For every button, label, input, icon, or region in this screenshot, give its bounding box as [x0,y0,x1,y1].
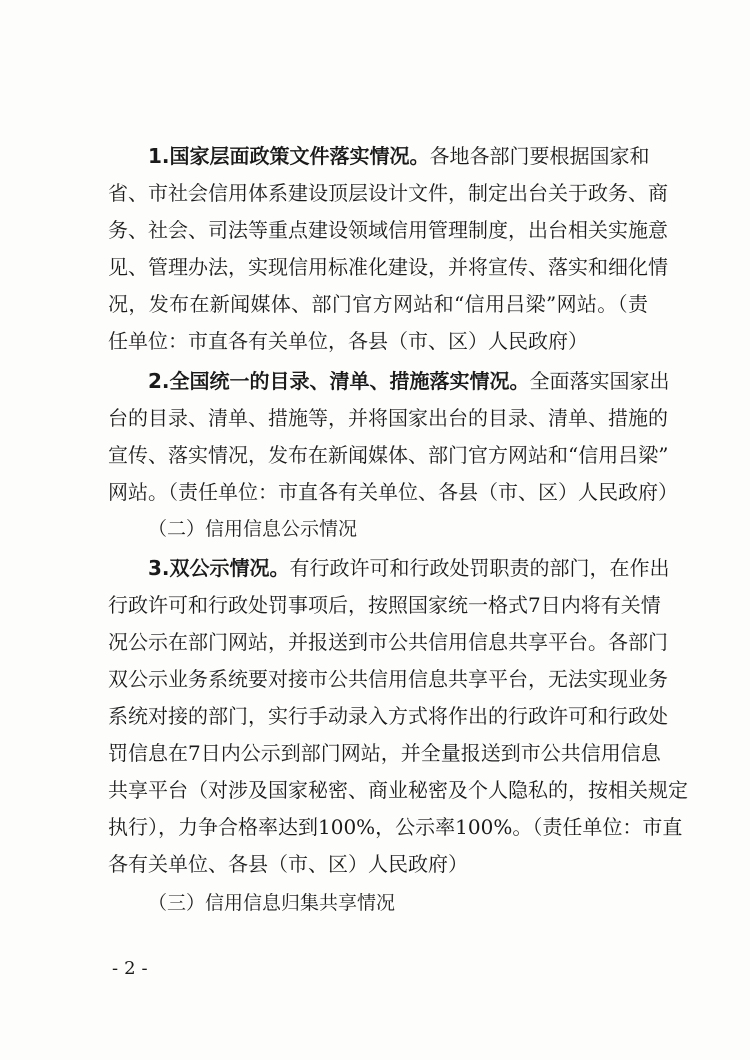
body-line: 台的目录、清单、措施等，并将国家出台的目录、清单、措施的 [108,406,668,430]
body-line: 况公示在部门网站，并报送到市公共信用信息共享平台。各部门 [108,630,668,654]
item1-first-line [108,138,648,175]
body-line: 双公示业务系统要对接市公共信用信息共享平台，无法实现业务 [108,667,668,691]
page-number: -2- [112,958,154,979]
item2-title: 2.全国统一的目录、清单、措施落实情况。 [148,369,530,393]
body-line: 各有关单位、各县（市、区）人民政府） [108,852,468,876]
item3-title: 3.双公示情况。 [148,556,290,580]
item2-text: 全面落实国家出 [529,369,670,393]
body-line: 行政许可和行政处罚事项后，按照国家统一格式7日内将有关情 [108,593,661,617]
item2-first-line [108,363,670,400]
item1-title: 1.国家层面政策文件落实情况。 [148,144,430,168]
item1-text: 各地各部门要根据国家和 [429,144,650,168]
section-heading-2: （二）信用信息公示情况 [148,518,358,540]
body-line: 任单位：市直各有关单位，各县（市、区）人民政府） [108,329,588,353]
body-line: 宣传、落实情况，发布在新闻媒体、部门官方网站和“信用吕梁” [108,443,669,467]
body-line: 系统对接的部门，实行手动录入方式将作出的行政许可和行政处 [108,704,668,728]
body-line: 共享平台（对涉及国家秘密、商业秘密及个人隐私的，按相关规定 [108,778,688,802]
body-line: 省、市社会信用体系建设顶层设计文件，制定出台关于政务、商 [108,181,668,205]
item3-first-line [108,550,670,587]
body-line: 罚信息在7日内公示到部门网站，并全量报送到市公共信用信息 [108,741,661,765]
document-body [108,138,688,922]
section-heading-3: （三）信用信息归集共享情况 [148,892,396,914]
body-line: 见、管理办法，实现信用标准化建设，并将宣传、落实和细化情 [108,255,668,279]
body-line: 执行），力争合格率达到100%，公示率100%。（责任单位：市直 [108,815,683,839]
body-line: 务、社会、司法等重点建设领域信用管理制度，出台相关实施意 [108,218,668,242]
item3-text: 有行政许可和行政处罚职责的部门，在作出 [289,556,670,580]
body-line: 网站。（责任单位：市直各有关单位、各县（市、区）人民政府） [108,480,678,504]
body-line: 况，发布在新闻媒体、部门官方网站和“信用吕梁”网站。（责 [108,292,648,316]
